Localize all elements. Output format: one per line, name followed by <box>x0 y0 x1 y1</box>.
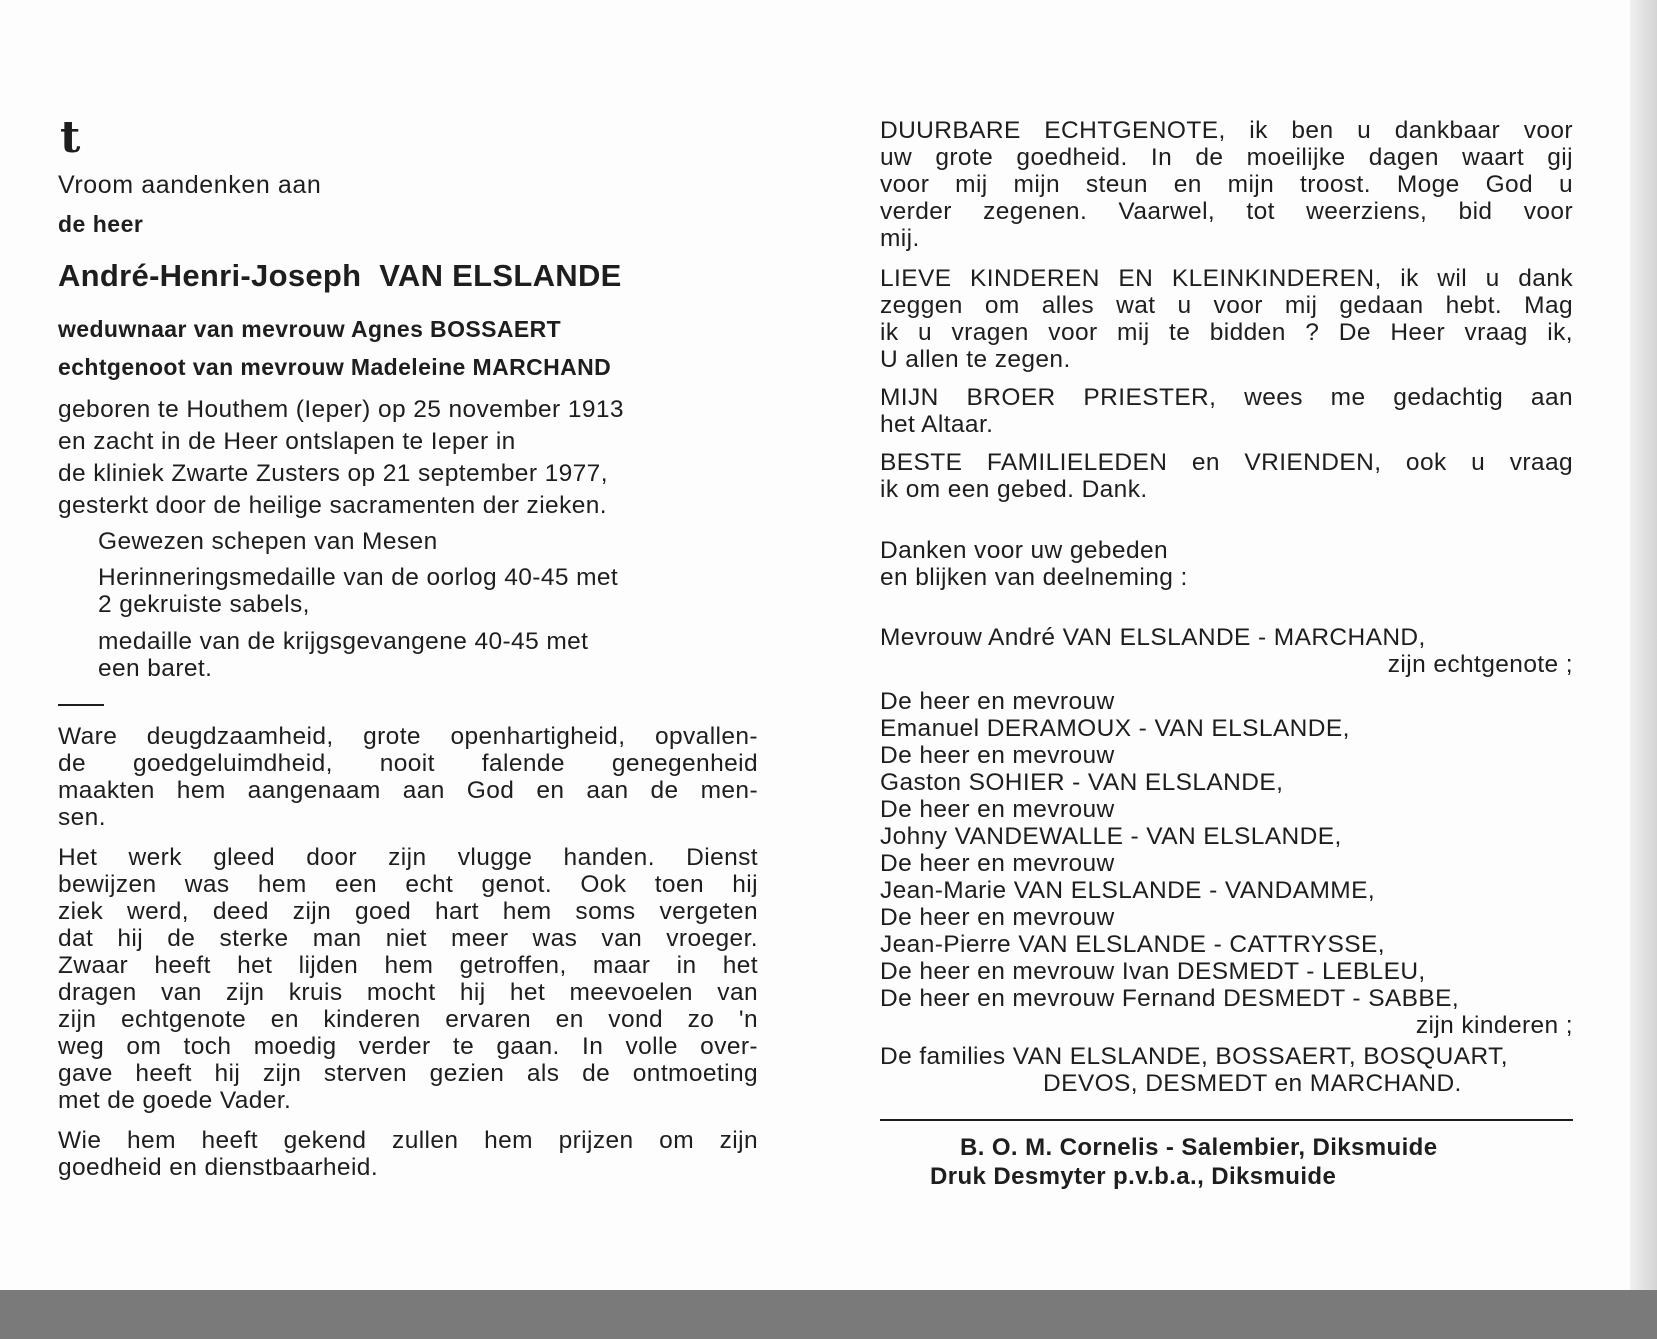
honor-line: Gewezen schepen van Mesen <box>98 528 438 555</box>
wife-entry <box>880 624 1573 678</box>
list-item: Jean-Pierre VAN ELSLANDE - CATTRYSSE, <box>880 931 1385 958</box>
text-line: ik u vragen voor mij te bidden ? De Heer vraag ik, <box>880 319 1573 346</box>
text-line: de goedgeluimdheid, nooit falende genegenheid <box>58 750 758 777</box>
text-line: geboren te Houthem (Ieper) op 25 november 1913 <box>58 396 624 423</box>
text-line: DEVOS, DESMEDT en MARCHAND. <box>1043 1070 1462 1097</box>
life-paragraph <box>58 844 758 1114</box>
closing-paragraph <box>58 1127 758 1181</box>
honor-line: 2 gekruiste sabels, <box>98 591 310 618</box>
honor-line: een baret. <box>98 655 213 682</box>
text-line: Het werk gleed door zijn vlugge handen. Dienst <box>58 844 758 871</box>
text-line: ik om een gebed. Dank. <box>880 476 1148 503</box>
spouse-line: echtgenoot van mevrouw Madeleine MARCHAND <box>58 354 612 380</box>
scan-edge-bottom <box>0 1290 1657 1339</box>
text-line: Wie hem heeft gekend zullen hem prijzen om zijn <box>58 1127 758 1154</box>
text-line: Zwaar heeft het lijden hem getroffen, maar in het <box>58 952 758 979</box>
list-item: Johny VANDEWALLE - VAN ELSLANDE, <box>880 823 1342 850</box>
honors-block <box>98 526 758 682</box>
text-line: dat hij de sterke man niet meer was van vroeger. <box>58 925 758 952</box>
text-line: bewijzen was hem een echt genot. Ook toen hij <box>58 871 758 898</box>
text-line: goedheid en dienstbaarheid. <box>58 1154 379 1181</box>
list-item: De heer en mevrouw <box>880 796 1115 823</box>
children-message <box>880 265 1573 373</box>
text-line: dragen van zijn kruis mocht hij het meevoelen van <box>58 979 758 1006</box>
printer-block <box>880 1133 1573 1191</box>
honor-line: Herinneringsmedaille van de oorlog 40-45 met <box>98 564 619 591</box>
wife-message <box>880 117 1573 252</box>
relation-label: zijn echtgenote ; <box>1387 651 1573 678</box>
text-line: verder zegenen. Vaarwel, tot weerziens, bid voor <box>880 198 1573 225</box>
list-item: De heer en mevrouw <box>880 850 1115 877</box>
list-item: De heer en mevrouw <box>880 904 1115 931</box>
birth-death-block <box>58 394 758 522</box>
text-line: zijn echtgenote en kinderen ervaren en vond zo 'n <box>58 1006 758 1033</box>
text-line: met de goede Vader. <box>58 1087 292 1114</box>
text-line: Mevrouw André VAN ELSLANDE - MARCHAND, <box>880 624 1426 651</box>
list-item: De heer en mevrouw Fernand DESMEDT - SABBE, <box>880 985 1460 1012</box>
text-line: MIJN BROER PRIESTER, wees me gedachtig aan <box>880 384 1573 411</box>
divider <box>880 1119 1573 1121</box>
text-line: weg om toch moedig verder te gaan. In volle over- <box>58 1033 758 1060</box>
list-item: De heer en mevrouw <box>880 742 1115 769</box>
printer-line: B. O. M. Cornelis - Salembier, Diksmuide <box>960 1134 1438 1161</box>
deceased-name: André-Henri-Joseph VAN ELSLANDE <box>58 258 622 293</box>
text-line: zeggen om alles wat u voor mij gedaan hebt. Mag <box>880 292 1573 319</box>
text-line: Ware deugdzaamheid, grote openhartigheid, opvallen- <box>58 723 758 750</box>
honor-line: medaille van de krijgsgevangene 40-45 met <box>98 628 589 655</box>
list-item: Gaston SOHIER - VAN ELSLANDE, <box>880 769 1284 796</box>
families-entry <box>880 1043 1573 1097</box>
left-column <box>58 112 758 1181</box>
thanks-block <box>880 537 1573 591</box>
scan-edge-right <box>1630 0 1657 1339</box>
text-line: mij. <box>880 225 920 252</box>
text-line: uw grote goedheid. In de moeilijke dagen waart gij <box>880 144 1573 171</box>
title-text: de heer <box>58 211 144 237</box>
text-line: de kliniek Zwarte Zusters op 21 september 1977, <box>58 460 608 487</box>
text-line: ziek werd, deed zijn goed hart hem soms vergeten <box>58 898 758 925</box>
children-list <box>880 688 1573 1039</box>
text-line: voor mij mijn steun en mijn troost. Moge God u <box>880 171 1573 198</box>
list-item: Jean-Marie VAN ELSLANDE - VANDAMME, <box>880 877 1376 904</box>
text-line: U allen te zegen. <box>880 346 1071 373</box>
text-line: sen. <box>58 804 106 831</box>
text-line: Danken voor uw gebeden <box>880 537 1169 564</box>
list-item: Emanuel DERAMOUX - VAN ELSLANDE, <box>880 715 1350 742</box>
family-message <box>880 449 1573 503</box>
brother-message <box>880 384 1573 438</box>
text-line: DUURBARE ECHTGENOTE, ik ben u dankbaar voor <box>880 117 1573 144</box>
list-item: De heer en mevrouw Ivan DESMEDT - LEBLEU, <box>880 958 1426 985</box>
text-line: LIEVE KINDEREN EN KLEINKINDEREN, ik wil u dank <box>880 265 1573 292</box>
text-line: en blijken van deelneming : <box>880 564 1188 591</box>
widower-line: weduwnaar van mevrouw Agnes BOSSAERT <box>58 316 562 342</box>
virtues-paragraph <box>58 723 758 831</box>
text-line: BESTE FAMILIELEDEN en VRIENDEN, ook u vraag <box>880 449 1573 476</box>
list-item: De heer en mevrouw <box>880 688 1115 715</box>
text-line: het Altaar. <box>880 411 994 438</box>
text-line: en zacht in de Heer ontslapen te Ieper in <box>58 428 516 455</box>
text-line: gave heeft hij zijn sterven gezien als de ontmoeting <box>58 1060 758 1087</box>
cross-icon: t <box>60 112 81 163</box>
printer-line: Druk Desmyter p.v.b.a., Diksmuide <box>930 1163 1337 1190</box>
relation-label: zijn kinderen ; <box>1415 1012 1573 1039</box>
text-line: gesterkt door de heilige sacramenten der zieken. <box>58 492 607 519</box>
text-line: maakten hem aangenaam aan God en aan de men- <box>58 777 758 804</box>
text-line: De families VAN ELSLANDE, BOSSAERT, BOSQUART, <box>880 1043 1508 1070</box>
right-column <box>880 112 1573 1191</box>
intro-text: Vroom aandenken aan <box>58 171 322 199</box>
divider <box>58 704 104 706</box>
